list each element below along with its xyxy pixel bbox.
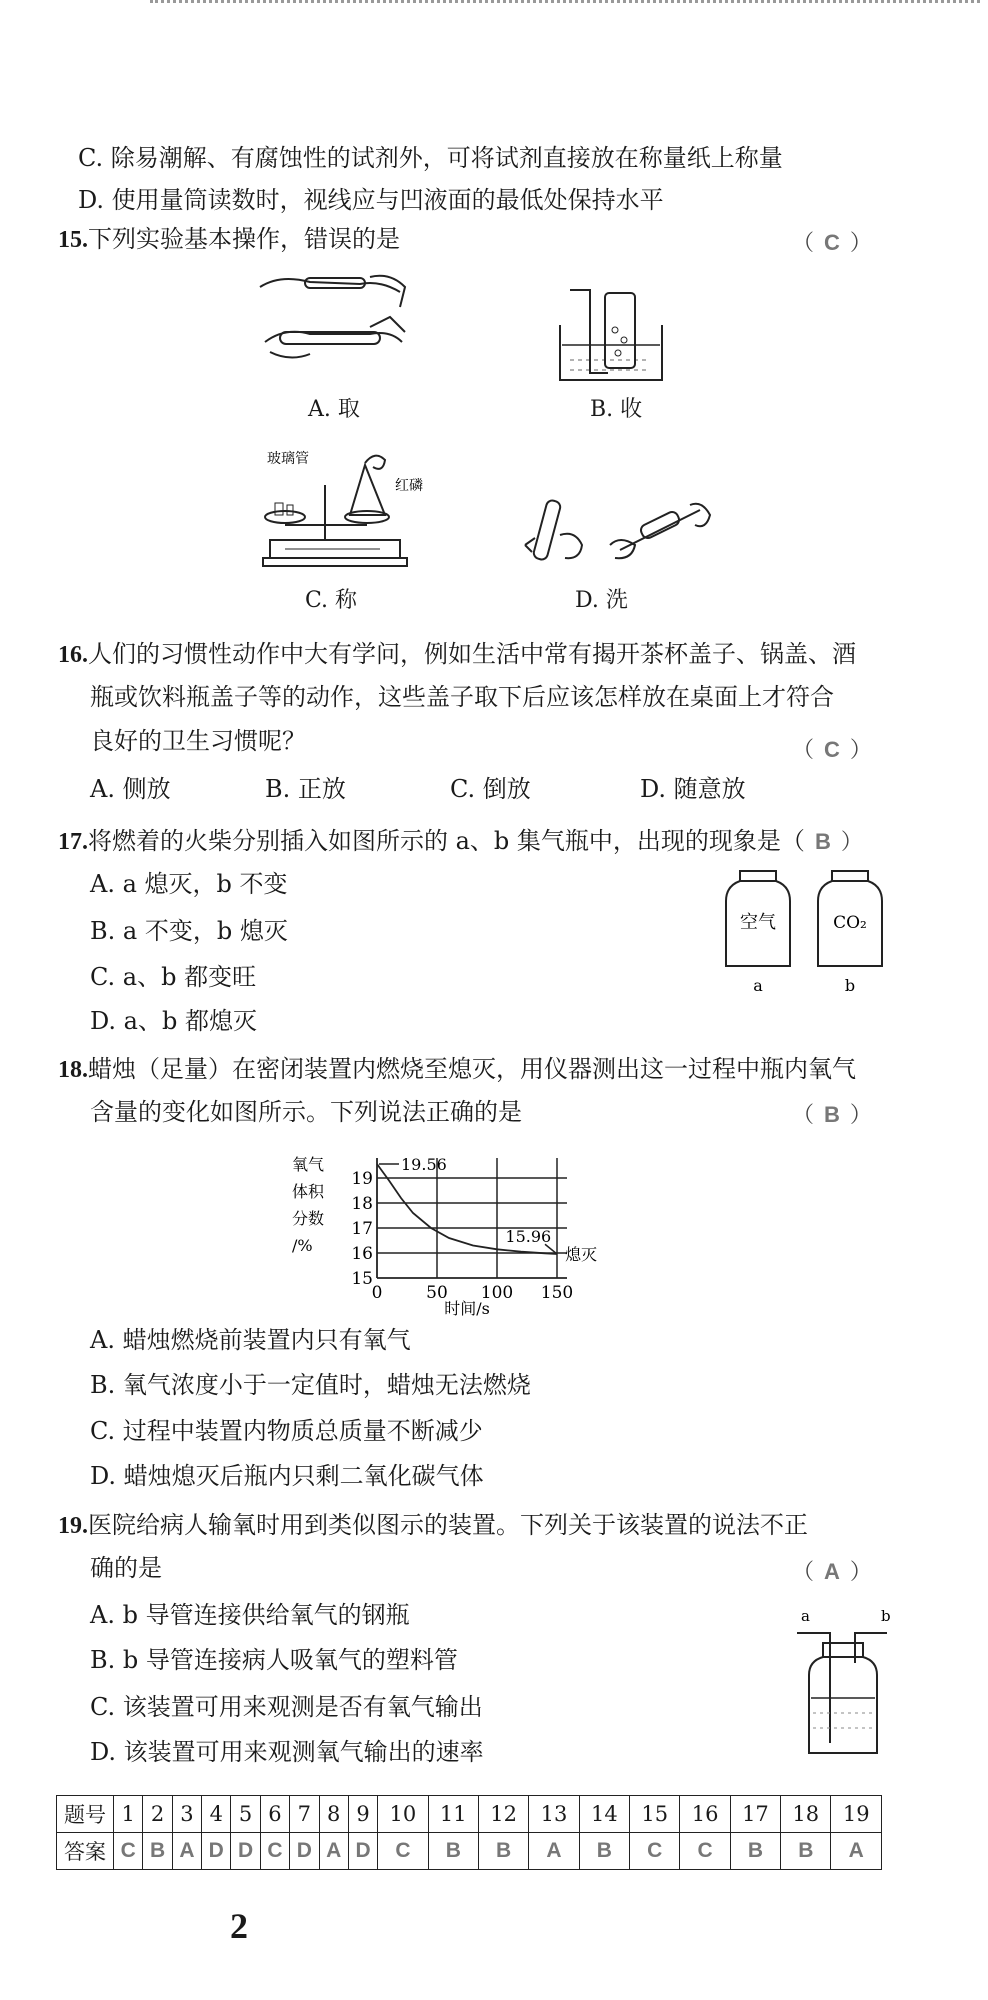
answer-table-number-cell: 8 bbox=[319, 1796, 348, 1833]
question-19-line2: 确的是 bbox=[90, 1554, 162, 1582]
q18-option-c: C. 过程中装置内物质总质量不断减少 bbox=[90, 1417, 483, 1445]
question-stem-line1: 蜡烛（足量）在密闭装置内燃烧至熄灭，用仪器测出这一过程中瓶内氧气 bbox=[88, 1055, 856, 1083]
answer-table-answer-cell: A bbox=[529, 1833, 579, 1870]
answer-table-number-cell: 9 bbox=[348, 1796, 377, 1833]
chart-x-tick-label: 150 bbox=[540, 1283, 574, 1303]
question-stem-line1: 医院给病人输氧时用到类似图示的装置。下列关于该装置的说法不正 bbox=[88, 1511, 808, 1539]
bottle-a-letter: a bbox=[753, 976, 763, 995]
chart-annotation-start: 19.56 bbox=[401, 1155, 447, 1174]
q19-option-a: A. b 导管连接供给氧气的钢瓶 bbox=[90, 1601, 410, 1629]
bottle-b-label: CO₂ bbox=[833, 913, 867, 933]
answer-table-number-cell: 4 bbox=[202, 1796, 231, 1833]
figure-d-wash bbox=[520, 490, 720, 575]
chart-y-tick-label: 16 bbox=[351, 1244, 373, 1264]
answer-table-answer-row bbox=[57, 1833, 882, 1870]
label-glass-tube: 玻璃管 bbox=[267, 451, 309, 467]
answer-table-number-cell: 19 bbox=[831, 1796, 882, 1833]
question-stem: 将燃着的火柴分别插入如图所示的 a、b 集气瓶中，出现的现象是（ bbox=[88, 827, 805, 855]
answer-table-answer-cell: D bbox=[202, 1833, 231, 1870]
question-19 bbox=[58, 1510, 808, 1541]
answer-table-answer-cell: D bbox=[231, 1833, 260, 1870]
answer-table-answer-cell: B bbox=[730, 1833, 780, 1870]
answer-19: （ A ） bbox=[792, 1559, 872, 1585]
chart-y-tick-label: 17 bbox=[351, 1219, 373, 1239]
answer-table-answer-cell: B bbox=[143, 1833, 172, 1870]
bottle-a-label: 空气 bbox=[740, 912, 776, 933]
question-stem: 下列实验基本操作，错误的是 bbox=[88, 225, 400, 253]
answer-table-number-cell: 11 bbox=[428, 1796, 478, 1833]
figure-gas-washing-bottle bbox=[795, 1603, 895, 1758]
q17-option-b: B. a 不变，b 熄灭 bbox=[90, 917, 288, 945]
answer-letter: C bbox=[824, 737, 840, 762]
question-16-line2: 瓶或饮料瓶盖子等的动作，这些盖子取下后应该怎样放在桌面上才符合 bbox=[90, 683, 834, 711]
page-number: 2 bbox=[230, 1906, 248, 1946]
answer-table-answer-cell: C bbox=[680, 1833, 730, 1870]
chart-annotation-extinguished: 熄灭 bbox=[565, 1245, 598, 1264]
q19-option-b: B. b 导管连接病人吸氧气的塑料管 bbox=[90, 1646, 458, 1674]
chart-y-tick-label: 15 bbox=[351, 1269, 373, 1289]
answer-table-number-cell: 17 bbox=[730, 1796, 780, 1833]
chart-x-tick-label: 50 bbox=[426, 1283, 448, 1303]
answer-table-number-cell: 12 bbox=[478, 1796, 528, 1833]
q16-option-c: C. 倒放 bbox=[450, 775, 531, 803]
caption-c: C. 称 bbox=[305, 588, 358, 613]
answer-table-number-cell: 18 bbox=[781, 1796, 831, 1833]
chart-annotation-end: 15.96 bbox=[505, 1226, 552, 1246]
chart-ylabel-line: /% bbox=[292, 1236, 313, 1255]
option-c-prev: C. 除易潮解、有腐蚀性的试剂外，可将试剂直接放在称量纸上称量 bbox=[78, 144, 783, 172]
question-16-line3: 良好的卫生习惯呢？ bbox=[90, 727, 306, 755]
q17-option-a: A. a 熄灭，b 不变 bbox=[90, 870, 288, 898]
figure-b-collect bbox=[550, 285, 670, 385]
answer-letter: B bbox=[814, 829, 831, 854]
q16-option-d: D. 随意放 bbox=[640, 775, 746, 803]
q18-option-a: A. 蜡烛燃烧前装置内只有氧气 bbox=[90, 1326, 411, 1354]
answer-table-number-cell: 3 bbox=[172, 1796, 201, 1833]
q17-option-d: D. a、b 都熄灭 bbox=[90, 1007, 257, 1035]
question-18-line2: 含量的变化如图所示。下列说法正确的是 bbox=[90, 1098, 522, 1126]
oxygen-chart bbox=[290, 1148, 660, 1318]
chart-x-tick-label: 100 bbox=[480, 1283, 514, 1303]
question-18 bbox=[58, 1054, 856, 1085]
chart-ylabel-line: 氧气 bbox=[292, 1155, 325, 1174]
answer-table-answer-cell: C bbox=[260, 1833, 289, 1870]
question-number: 15. bbox=[58, 227, 88, 253]
chart-y-tick-label: 19 bbox=[351, 1169, 373, 1189]
caption-b: B. 收 bbox=[590, 397, 643, 422]
answer-table-number-cell: 7 bbox=[290, 1796, 319, 1833]
figure-gas-bottles bbox=[718, 866, 893, 996]
q17-option-c: C. a、b 都变旺 bbox=[90, 963, 257, 991]
answer-table-number-cell: 1 bbox=[114, 1796, 143, 1833]
caption-d: D. 洗 bbox=[575, 588, 628, 613]
question-17 bbox=[58, 826, 863, 858]
answer-letter: C bbox=[824, 230, 840, 255]
answer-letter: A bbox=[824, 1559, 840, 1584]
answer-table-answer-cell: D bbox=[348, 1833, 377, 1870]
answer-table-answer-cell: C bbox=[630, 1833, 680, 1870]
chart-ylabel-line: 分数 bbox=[292, 1209, 325, 1228]
answer-table-answer-cell: B bbox=[428, 1833, 478, 1870]
question-number: 16. bbox=[58, 642, 88, 668]
answer-table-answer-cell: B bbox=[579, 1833, 629, 1870]
q16-option-a: A. 侧放 bbox=[90, 775, 171, 803]
option-d-prev: D. 使用量筒读数时，视线应与凹液面的最低处保持水平 bbox=[78, 186, 664, 214]
question-15 bbox=[58, 224, 400, 255]
chart-ylabel-line: 体积 bbox=[292, 1182, 325, 1201]
answer-17: B ） bbox=[805, 830, 863, 855]
question-number: 18. bbox=[58, 1057, 88, 1083]
question-number: 17. bbox=[58, 829, 88, 855]
answer-letter: B bbox=[824, 1102, 840, 1127]
q19-option-d: D. 该装置可用来观测氧气输出的速率 bbox=[90, 1738, 484, 1766]
top-edge-dots bbox=[150, 0, 980, 9]
question-number: 19. bbox=[58, 1513, 88, 1539]
answer-table-number-cell: 10 bbox=[378, 1796, 428, 1833]
label-red-phosphorus: 红磷 bbox=[395, 478, 423, 494]
question-stem-line1: 人们的习惯性动作中大有学问，例如生活中常有揭开茶杯盖子、锅盖、酒 bbox=[88, 640, 856, 668]
answer-table-number-cell: 14 bbox=[579, 1796, 629, 1833]
tube-b-label: b bbox=[881, 1607, 891, 1625]
answer-table-answer-cell: B bbox=[478, 1833, 528, 1870]
answer-table-number-cell: 16 bbox=[680, 1796, 730, 1833]
answer-table-number-cell: 15 bbox=[630, 1796, 680, 1833]
q18-option-d: D. 蜡烛熄灭后瓶内只剩二氧化碳气体 bbox=[90, 1462, 484, 1490]
q19-option-c: C. 该装置可用来观测是否有氧气输出 bbox=[90, 1693, 483, 1721]
answer-table-answer-cell: A bbox=[172, 1833, 201, 1870]
figure-a-take bbox=[250, 262, 410, 377]
figure-c-weigh bbox=[255, 445, 423, 575]
answer-table-answer-cell: A bbox=[831, 1833, 882, 1870]
q18-option-b: B. 氧气浓度小于一定值时，蜡烛无法燃烧 bbox=[90, 1371, 531, 1399]
answer-table-answer-cell: C bbox=[378, 1833, 428, 1870]
answer-table-answer-cell: A bbox=[319, 1833, 348, 1870]
row-label-number: 题号 bbox=[57, 1796, 114, 1833]
chart-y-tick-label: 18 bbox=[351, 1194, 373, 1214]
answer-table-number-cell: 13 bbox=[529, 1796, 579, 1833]
answer-table-number-cell: 2 bbox=[143, 1796, 172, 1833]
answer-table-number-row bbox=[57, 1796, 882, 1833]
tube-a-label: a bbox=[801, 1607, 810, 1625]
chart-xlabel: 时间/s bbox=[444, 1299, 490, 1318]
answer-table-answer-cell: C bbox=[114, 1833, 143, 1870]
q16-option-b: B. 正放 bbox=[265, 775, 346, 803]
answer-table-number-cell: 6 bbox=[260, 1796, 289, 1833]
row-label-answer: 答案 bbox=[57, 1833, 114, 1870]
chart-x-tick-label: 0 bbox=[371, 1283, 383, 1303]
question-16 bbox=[58, 639, 856, 670]
answer-table bbox=[56, 1795, 882, 1870]
caption-a: A. 取 bbox=[308, 397, 360, 422]
answer-15: （ C ） bbox=[792, 230, 872, 256]
answer-18: （ B ） bbox=[792, 1102, 872, 1128]
answer-table-answer-cell: D bbox=[290, 1833, 319, 1870]
bottle-b-letter: b bbox=[844, 976, 856, 995]
answer-table-answer-cell: B bbox=[781, 1833, 831, 1870]
answer-table-number-cell: 5 bbox=[231, 1796, 260, 1833]
answer-16: （ C ） bbox=[792, 737, 872, 763]
